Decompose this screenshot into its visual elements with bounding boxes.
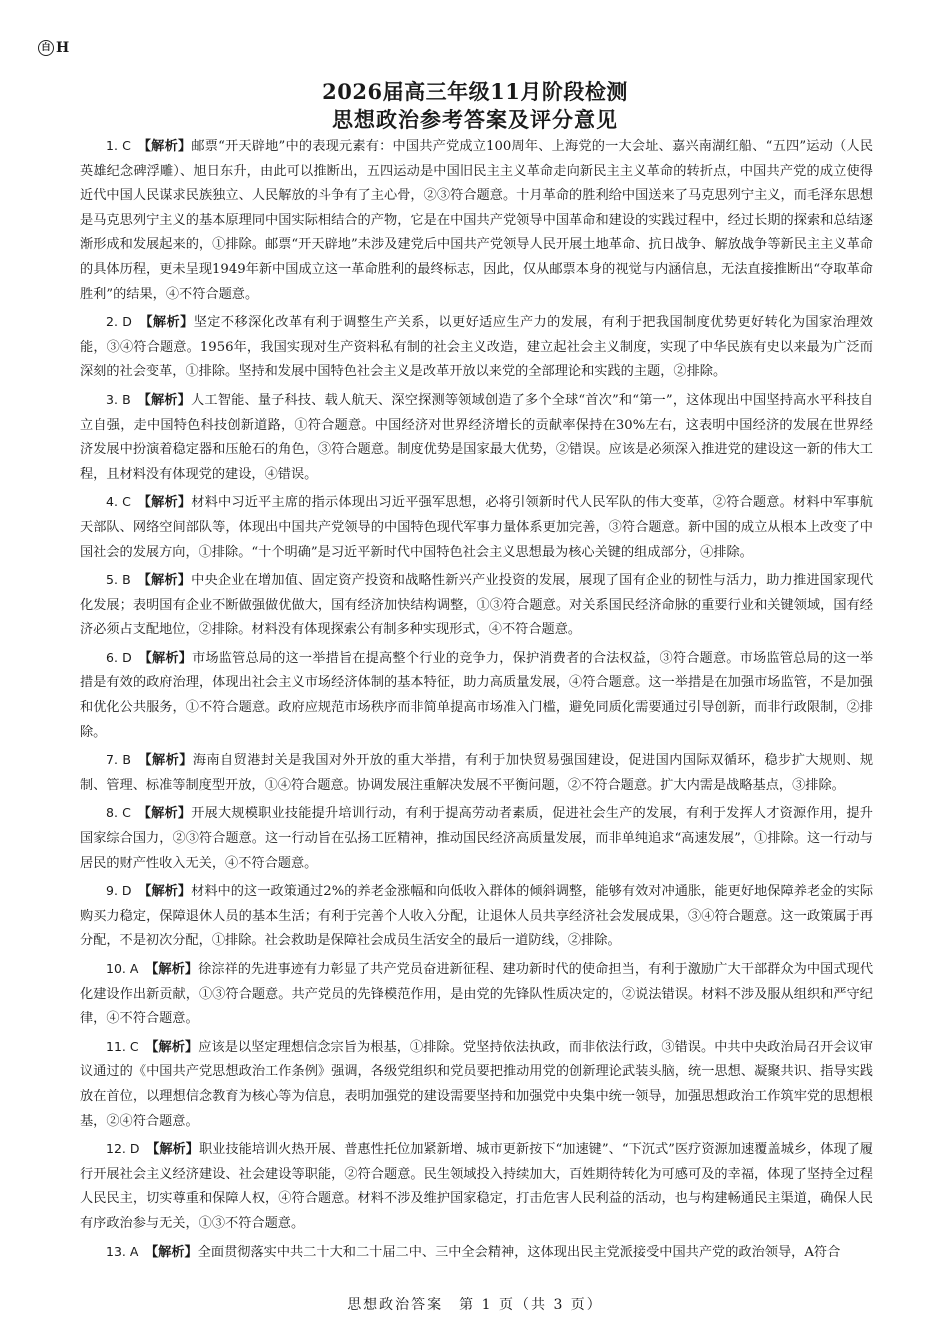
answer-number: 7. B bbox=[106, 752, 131, 768]
analysis-tag: 【解析】 bbox=[151, 962, 199, 977]
answer-item bbox=[80, 801, 873, 876]
answer-number: 5. B bbox=[106, 572, 131, 588]
page-title: 2026届高三年级11月阶段检测 bbox=[322, 79, 628, 104]
analysis-text: 人工智能、量子科技、载人航天、深空探测等领域创造了多个全球“首次”和“第一”，这体现出中国坚持高水平科技自立自强，走中国特色科技创新道路，①符合题意。中国经济对世界经济增长的贡献率保持在30%左右，这表明中国经济的发展在世界经济发展中扮演着稳定器和压舱石的角色，③符合题意。制度优势是国家最大优势，②错误。应该是必须深入推进党的建设这一新的伟大工程，且材料没有体现党的建设，④错误。 bbox=[80, 392, 874, 482]
answer-item bbox=[80, 568, 873, 643]
analysis-text: 材料中习近平主席的指示体现出习近平强军思想，必将引领新时代人民军队的伟大变革，②符合题意。材料中军事航天部队、网络空间部队等，体现出中国共产党领导的中国特色现代军事力量体系更加完善，③符合题意。新中国的成立从根本上改变了中国社会的发展方向，①排除。“十个明确”是习近平新时代中国特色社会主义思想最为核心关键的组成部分，④排除。 bbox=[80, 495, 873, 560]
answer-number: 6. D bbox=[106, 649, 132, 665]
analysis-text: 应该是以坚定理想信念宗旨为根基，①排除。党坚持依法执政，而非依法行政，③错误。中共中央政治局召开会议审议通过的《中国共产党思想政治工作条例》强调，各级党组织和党员要把推动用党的创新理论武装头脑，统一思想、凝聚共识、指导实践放在首位，以理想信念教育为核心等为信息，表明加强党的建设需要坚持和加强党中央集中统一领导，加强思想政治工作筑牢党的思想根基，②④符合题意。 bbox=[80, 1039, 873, 1129]
header-mark bbox=[38, 40, 69, 56]
analysis-text: 全面贯彻落实中共二十大和二十届二中、三中全会精神，这体现出民主党派接受中国共产党的政治领导，A符合 bbox=[197, 1244, 841, 1260]
answer-item bbox=[80, 1137, 873, 1236]
answer-item bbox=[80, 310, 873, 385]
answer-number: 3. B bbox=[106, 391, 131, 407]
analysis-tag: 【解析】 bbox=[144, 884, 192, 900]
analysis-tag: 【解析】 bbox=[145, 650, 193, 666]
answer-number: 11. C bbox=[106, 1038, 139, 1054]
analysis-tag: 【解析】 bbox=[152, 1142, 199, 1158]
answer-item bbox=[80, 748, 873, 798]
analysis-text: 邮票“开天辟地”中的表现元素有：中国共产党成立100周年、上海党的一大会址、嘉兴南湖红船、“五四”运动（人民英雄纪念碑浮雕）、旭日东升，由此可以推断出，五四运动是中国旧民主主义革命走向新民主主义革命的转折点，中国共产党的成立使得近代中国人民谋求民族独立、人民解放的斗争有了主心骨，②③符合题意。十月革命的胜利给中国送来了马克思列宁主义，而毛泽东思想是马克思列宁主义的基本原理同中国实际相结合的产物，它是在中国共产党领导中国革命和建设的实践过程中，经过长期的探索和总结逐渐形成和发展起来的，①排除。邮票“开天辟地”未涉及建党后中国共产党领导人民开展土地革命、抗日战争、解放战争等新民主主义革命的具体历程，更未呈现1949年新中国成立这一革命胜利的最终标志，因此，仅从邮票本身的视觉与内涵信息，无法直接推断出“夺取革命胜利”的结果，④不符合题意。 bbox=[80, 139, 874, 302]
answer-item bbox=[80, 957, 873, 1032]
answer-number: 8. C bbox=[106, 805, 131, 821]
answer-number: 12. D bbox=[106, 1141, 140, 1157]
analysis-text: 中央企业在增加值、固定资产投资和战略性新兴产业投资的发展，展现了国有企业的韧性与活力，助力推进国家现代化发展；表明国有企业不断做强做优做大，国有经济加快结构调整，①③符合题意。对关系国民经济命脉的重要行业和关键领域，国有经济必须占支配地位，②排除。材料没有体现探索公有制多种实现形式，④不符合题意。 bbox=[80, 573, 874, 638]
answer-number: 1. C bbox=[106, 138, 131, 153]
analysis-tag: 【解析】 bbox=[151, 1244, 198, 1260]
seal-icon: 白 bbox=[38, 40, 54, 56]
analysis-tag: 【解析】 bbox=[144, 392, 192, 408]
header-mark-letter: H bbox=[56, 40, 70, 56]
analysis-text: 坚定不移深化改革有利于调整生产关系，以更好适应生产力的发展，有利于把我国制度优势更好转化为国家治理效能，③④符合题意。1956年，我国实现对生产资料私有制的社会主义改造，建立起社会主义制度，实现了中华民族有史以来最为广泛而深刻的社会变革，①排除。坚持和发展中国特色社会主义是改革开放以来党的全部理论和实践的主题，②排除。 bbox=[80, 315, 873, 380]
answer-number: 4. C bbox=[106, 494, 131, 510]
analysis-tag: 【解析】 bbox=[144, 139, 192, 154]
answer-item bbox=[80, 490, 873, 565]
answer-list bbox=[80, 134, 873, 1268]
answer-item bbox=[80, 646, 873, 745]
analysis-text: 职业技能培训火热开展、普惠性托位加紧新增、城市更新按下“加速键”、“下沉式”医疗资源加速覆盖城乡，体现了履行开展社会主义经济建设、社会建设等职能，②符合题意。民生领域投入持续加大，百姓期待转化为可感可及的幸福，体现了坚持全过程人民民主，切实尊重和保障人权，④符合题意。材料不涉及维护国家稳定，打击危害人民利益的活动，也与构建畅通民主渠道，确保人民有序政治参与无关，①③不符合题意。 bbox=[80, 1142, 873, 1231]
answer-item bbox=[80, 879, 873, 954]
analysis-text: 徐淙祥的先进事迹有力彰显了共产党员奋进新征程、建功新时代的使命担当，有利于激励广大干部群众为中国式现代化建设作出新贡献，①③符合题意。共产党员的先锋模范作用，是由党的先锋队性质决定的，②说法错误。材料不涉及服从组织和严守纪律，④不符合题意。 bbox=[80, 962, 874, 1027]
answer-item bbox=[80, 1035, 873, 1134]
analysis-tag: 【解析】 bbox=[144, 806, 192, 822]
analysis-text: 海南自贸港封关是我国对外开放的重大举措，有利于加快贸易强国建设，促进国内国际双循环，稳步扩大规则、规制、管理、标准等制度型开放，①④符合题意。协调发展注重解决发展不平衡问题，②不符合题意。扩大内需是战略基点，③排除。 bbox=[80, 753, 874, 793]
answer-item bbox=[80, 388, 873, 487]
page-subtitle: 思想政治参考答案及评分意见 bbox=[332, 107, 618, 132]
page-footer: 思想政治答案 第 1 页（共 3 页） bbox=[347, 1297, 603, 1313]
answer-item bbox=[80, 1240, 873, 1266]
analysis-tag: 【解析】 bbox=[144, 753, 193, 769]
answer-number: 9. D bbox=[106, 883, 132, 899]
analysis-tag: 【解析】 bbox=[144, 573, 192, 589]
analysis-text: 材料中的这一政策通过2%的养老金涨幅和向低收入群体的倾斜调整，能够有效对冲通胀，能更好地保障养老金的实际购买力稳定，保障退休人员的基本生活；有利于完善个人收入分配，让退休人员共享经济社会发展成果，③④符合题意。这一政策属于再分配，不是初次分配，①排除。社会救助是保障社会成员生活安全的最后一道防线，②排除。 bbox=[80, 884, 874, 949]
answer-item bbox=[80, 134, 873, 307]
analysis-tag: 【解析】 bbox=[151, 1039, 199, 1055]
answer-number: 10. A bbox=[106, 961, 139, 976]
analysis-text: 市场监管总局的这一举措旨在提高整个行业的竞争力，保护消费者的合法权益，③符合题意。市场监管总局的这一举措是有效的政府治理，体现出社会主义市场经济体制的基本特征，助力高质量发展，④符合题意。这一举措是在加强市场监管，不是加强和优化公共服务，①不符合题意。政府应规范市场秩序而非简单提高市场准入门槛，避免同质化需要通过引导创新，而非行政限制，②排除。 bbox=[80, 650, 874, 740]
answer-number: 2. D bbox=[106, 314, 132, 330]
analysis-tag: 【解析】 bbox=[144, 495, 192, 511]
analysis-text: 开展大规模职业技能提升培训行动，有利于提高劳动者素质，促进社会生产的发展，有利于发挥人才资源作用，提升国家综合国力，②③符合题意。这一行动旨在弘扬工匠精神，推动国民经济高质量发展，而非单纯追求“高速发展”，①排除。这一行动与居民的财产性收入无关，④不符合题意。 bbox=[80, 806, 873, 871]
answer-number: 13. A bbox=[106, 1243, 139, 1259]
analysis-tag: 【解析】 bbox=[145, 315, 194, 331]
